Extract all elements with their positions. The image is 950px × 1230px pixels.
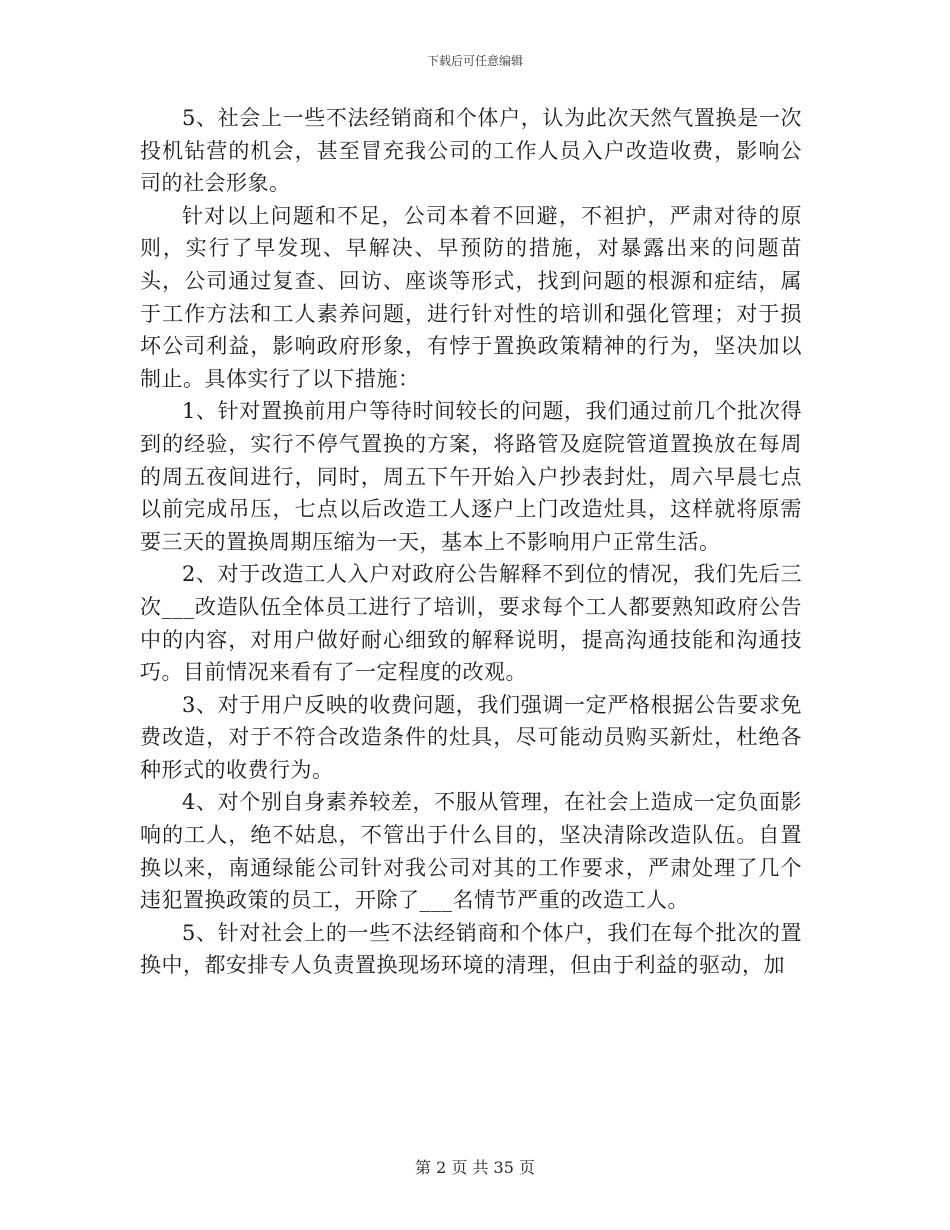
document-body: [140, 102, 802, 982]
paragraph-measure-3: 3、对于用户反映的收费问题，我们强调一定严格根据公告要求免费改造，对于不符合改造条件的灶具，尽可能动员购买新灶，杜绝各种形式的收费行为。: [140, 692, 802, 782]
paragraph-measure-1: 1、针对置换前用户等待时间较长的问题，我们通过前几个批次得到的经验，实行不停气置换的方案，将路管及庭院管道置换放在每周的周五夜间进行，同时，周五下午开始入户抄表封灶，周六早晨七点以前完成吊压，七点以后改造工人逐户上门改造灶具，这样就将原需要三天的置换周期压缩为一天，基本上不影响用户正常生活。: [140, 399, 802, 554]
page-number-footer: 第 2 页 共 35 页: [415, 1158, 535, 1177]
paragraph-measure-5: 5、针对社会上的一些不法经销商和个体户，我们在每个批次的置换中，都安排专人负责置换现场环境的清理，但由于利益的驱动，加: [140, 920, 802, 978]
page-header: 下载后可任意编辑: [426, 54, 523, 68]
paragraph-measure-4: 4、对个别自身素养较差，不服从管理，在社会上造成一定负面影响的工人，绝不姑息，不管出于什么目的，坚决清除改造队伍。自置换以来，南通绿能公司针对我公司对其的工作要求，严肃处理了几个违犯置换政策的员工，开除了___名情节严重的改造工人。: [140, 790, 802, 913]
paragraph-measure-2: 2、对于改造工人入户对政府公告解释不到位的情况，我们先后三次___改造队伍全体员工进行了培训，要求每个工人都要熟知政府公告中的内容，对用户做好耐心细致的解释说明，提高沟通技能和沟通技巧。目前情况来看有了一定程度的改观。: [140, 562, 802, 685]
paragraph-item-5-intro: 5、社会上一些不法经销商和个体户，认为此次天然气置换是一次投机钻营的机会，甚至冒充我公司的工作人员入户改造收费，影响公司的社会形象。: [140, 106, 802, 196]
paragraph-measures-intro: 针对以上问题和不足，公司本着不回避，不袒护，严肃对待的原则，实行了早发现、早解决、早预防的措施，对暴露出来的问题苗头，公司通过复查、回访、座谈等形式，找到问题的根源和症结，属于工作方法和工人素养问题，进行针对性的培训和强化管理；对于损坏公司利益，影响政府形象，有悖于置换政策精神的行为，坚决加以制止。具体实行了以下措施：: [140, 203, 802, 391]
